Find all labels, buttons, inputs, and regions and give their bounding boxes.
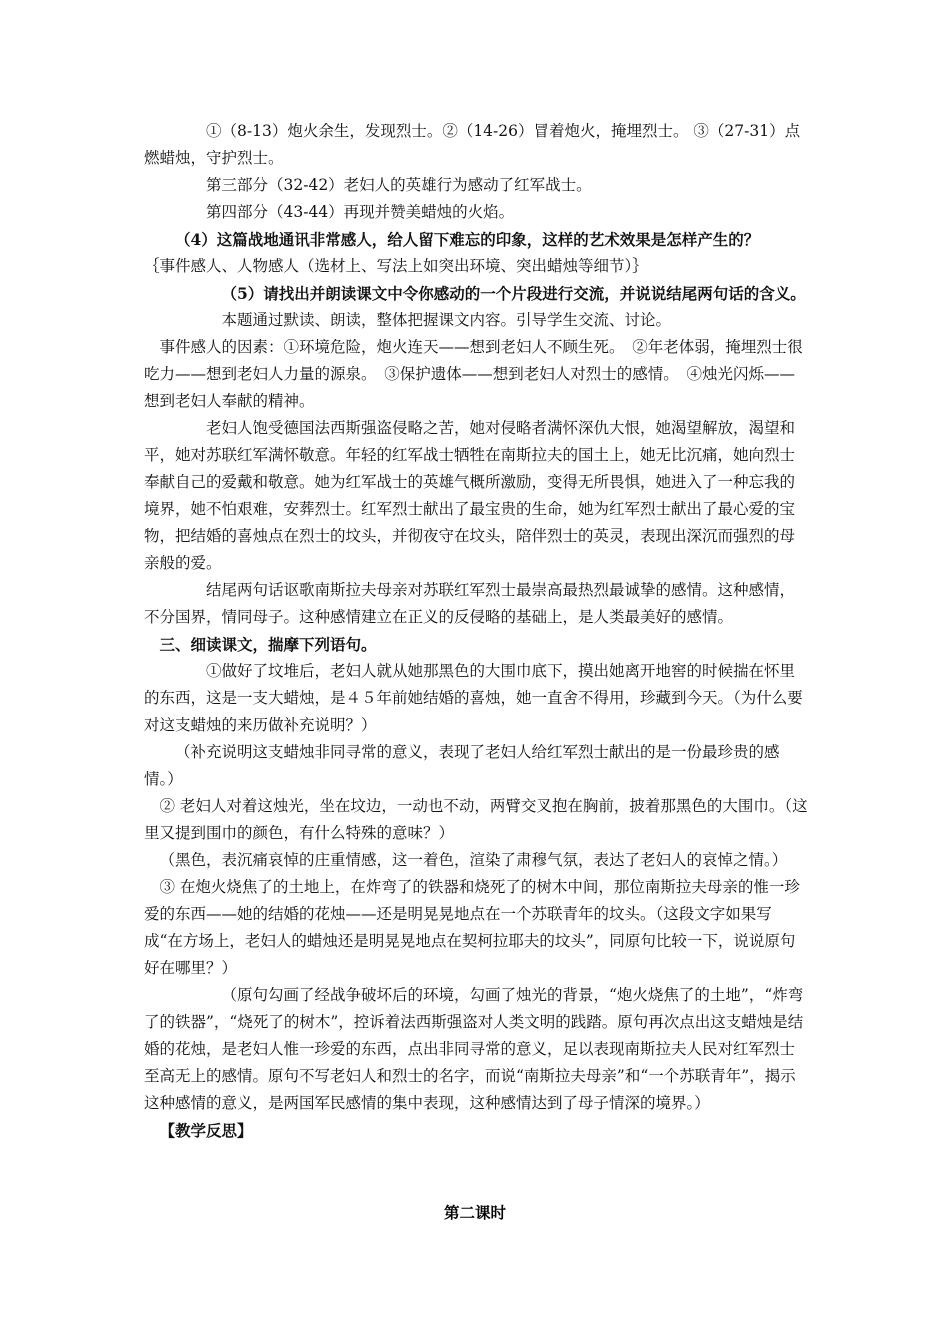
answer-sentence-3: （原句勾画了经战争破坏后的环境，勾画了烛光的背景，“炮火烧焦了的土地”，“炸弯了的铁器”，“烧死了的树木”，控诉着法西斯强盗对人类文明的践踏。原句再次点出这支蜡烛是结婚的花烛，是老妇人惟一珍爱的东西，点出非同寻常的意义，足以表现南斯拉夫人民对红军烈士至高无上的感情。原句不写老妇人和烈士的名字，而说“南斯拉夫母亲”和“一个苏联青年”，揭示这种感情的意义，是两国军民感情的集中表现，这种感情达到了母子情深的境界。）: [144, 986, 804, 1112]
document-body: [144, 118, 808, 1144]
sentence-1: ①做好了坟堆后，老妇人就从她那黑色的大围巾底下，摸出她离开地窖的时候揣在怀里的东西，这是一支大蜡烛，是４５年前她结婚的喜烛，她一直舍不得用，珍藏到今天。（为什么要对这支蜡烛的来历做补充说明？）: [144, 662, 803, 734]
paragraph-old-woman: 老妇人饱受德国法西斯强盗侵略之苦，她对侵略者满怀深仇大恨，她渴望解放，渴望和平，她对苏联红军满怀敬意。年轻的红军战士牺牲在南斯拉夫的国土上，她无比沉痛，她向烈士奉献自己的爱戴和敬意。她为红军战士的英雄气概所激励，变得无所畏惧，她进入了一种忘我的境界，她不怕艰难，安葬烈士。红军烈士献出了最宝贵的生命，她为红军烈士献出了最心爱的宝物，把结婚的喜烛点在烈士的坟头，并彻夜守在坟头，陪伴烈士的英灵，表现出深沉而强烈的母亲般的爱。: [144, 419, 796, 572]
paragraph-part3: 第三部分（32-42）老妇人的英雄行为感动了红军战士。: [206, 176, 592, 194]
answer-sentence-1: （补充说明这支蜡烛非同寻常的意义，表现了老妇人给红军烈士献出的是一份最珍贵的感情。）: [144, 743, 780, 788]
paragraph-ending: 结尾两句话讴歌南斯拉夫母亲对苏联红军烈士最崇高最热烈最诚挚的感情。这种感情，不分国界，情同母子。这种感情建立在正义的反侵略的基础上，是人类最美好的感情。: [144, 581, 796, 626]
answer-sentence-2: （黑色，表沉痛哀悼的庄重情感，这一着色，渲染了肃穆气氛，表达了老妇人的哀悼之情。）: [159, 851, 788, 869]
sentence-2: ② 老妇人对着这烛光，坐在坟边，一动也不动，两臂交叉抱在胸前，披着那黑色的大围巾。（这里又提到围巾的颜色，有什么特殊的意味？）: [144, 797, 808, 842]
answer-4: ｛事件感人、人物感人（选材上、写法上如突出环境、突出蜡烛等细节）｝: [144, 257, 648, 275]
sentence-3: ③ 在炮火烧焦了的土地上，在炸弯了的铁器和烧死了的树木中间，那位南斯拉夫母亲的惟一珍爱的东西——她的结婚的花烛——还是明晃晃地点在一个苏联青年的坟头。（这段文字如果写成“在方场上，老妇人的蜡烛还是明晃晃地点在契柯拉耶夫的坟头”，同原句比较一下，说说原句好在哪里？）: [144, 878, 800, 977]
paragraph-factors: 事件感人的因素：①环境危险，炮火连天——想到老妇人不顾生死。 ②年老体弱，掩埋烈士很吃力——想到老妇人力量的源泉。 ③保护遗体——想到老妇人对烈士的感情。 ④烛光闪烁——想到老妇人奉献的精神。: [144, 338, 803, 410]
paragraph-part4: 第四部分（43-44）再现并赞美蜡烛的火焰。: [206, 203, 515, 221]
question-4: （4）这篇战地通讯非常感人，给人留下难忘的印象，这样的艺术效果是怎样产生的？: [175, 230, 760, 249]
paragraph-outline-part2: ①（8-13）炮火余生，发现烈士。②（14-26）冒着炮火，掩埋烈士。 ③（27-31）点燃蜡烛，守护烈士。: [144, 122, 801, 167]
teaching-reflection-heading: 【教学反思】: [159, 1121, 253, 1140]
note-5: 本题通过默读、朗读，整体把握课文内容。引导学生交流、讨论。: [221, 311, 672, 329]
heading-section-3: 三、细读课文，揣摩下列语句。: [159, 635, 377, 654]
section-title: 第二课时: [443, 1203, 506, 1222]
question-5: （5）请找出并朗读课文中令你感动的一个片段进行交流，并说说结尾两句话的含义。: [221, 284, 806, 303]
